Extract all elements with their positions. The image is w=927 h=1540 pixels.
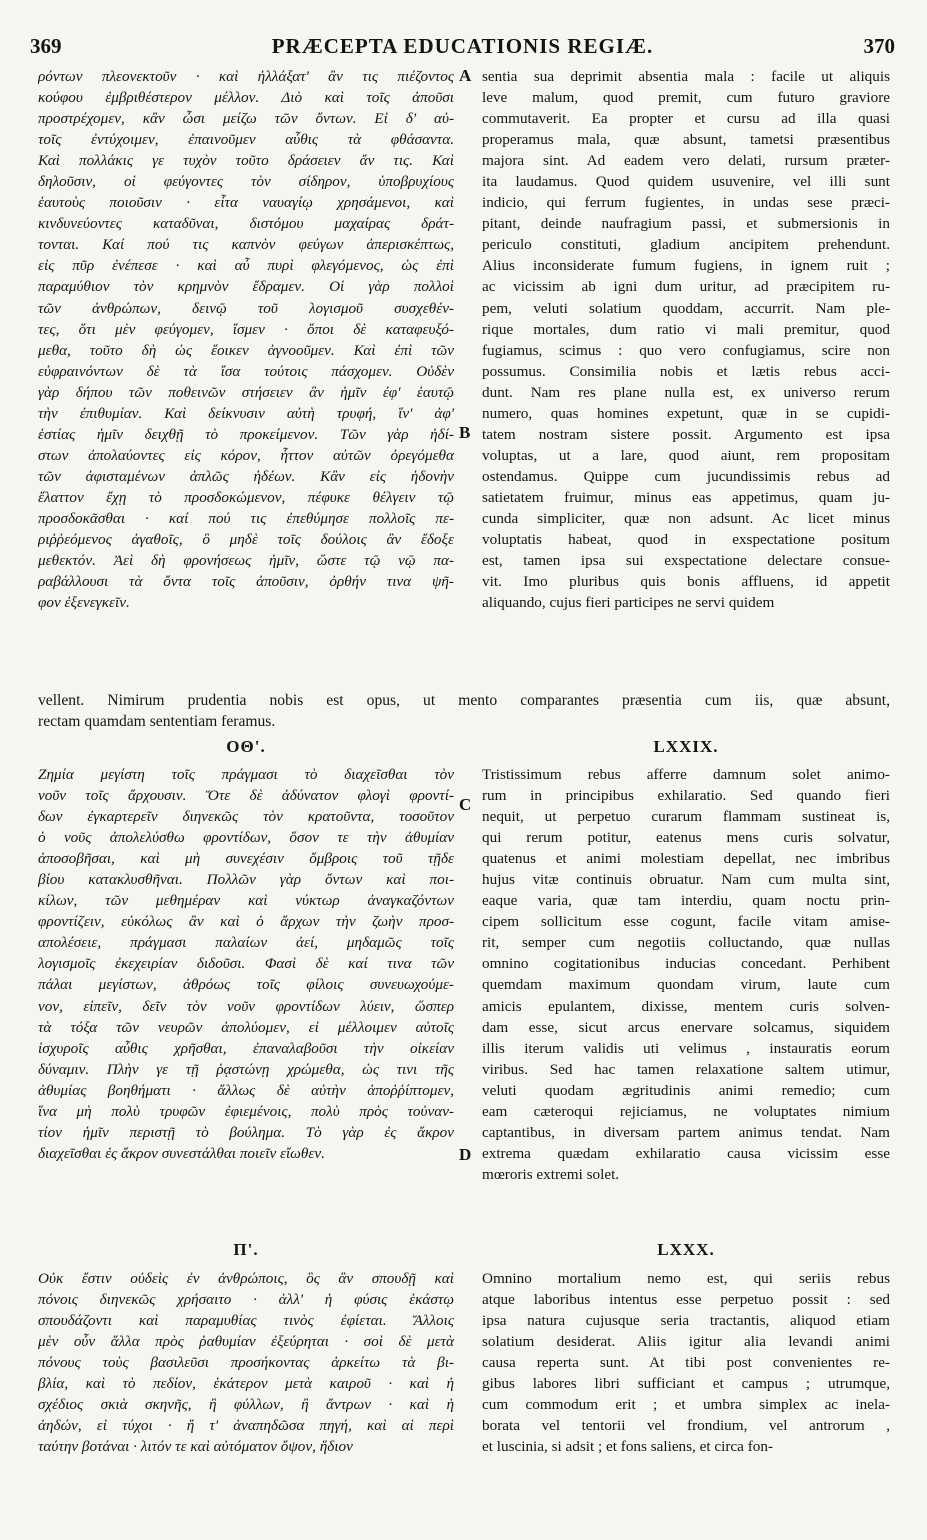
latin-text-line: causa reperta sunt. At tibi post convenientes re- <box>482 1354 890 1372</box>
latin-text-line: satietatem fruimur, minus eas appetimus, quam ju- <box>482 488 890 506</box>
latin-text-line: Omnino mortalium nemo est, qui seriis rebus <box>482 1270 890 1287</box>
full-width-text-line: rectam quamdam sententiam feramus. <box>38 713 276 730</box>
greek-text-line: τὰ τόξα τῶν νευρῶν ἀπολύομεν, εἰ μέλλοιμεν αὐτοῖς <box>38 1018 454 1036</box>
greek-text-line: βλία, καὶ τὸ πεδίον, ἑκάτερον μετὰ καιροῦ · καὶ ἡ <box>38 1375 454 1393</box>
latin-text-line: tatem nostram sistere possit. Argumento est ipsa <box>482 425 890 443</box>
latin-text-line: commutaverit. Ea propter et cursu ad illa quasi <box>482 110 890 128</box>
latin-text-line: nequit, ut perpetuo curarum flammam sustineat is, <box>482 808 890 826</box>
latin-text-line: et luscinia, si adsit ; et fons saliens, et circa fon- <box>482 1438 774 1456</box>
latin-text-line: vit. Imo pluribus quis bonis affluens, id appetit <box>482 573 890 591</box>
latin-text-line: properamus mala, quæ absunt, tametsi præsentibus <box>482 131 890 149</box>
greek-text-line: φον ἐξενεγκεῖν. <box>38 594 130 612</box>
greek-text-line: ἀθυμίας βοηθήματι · ἄλλως δὲ αὐτὴν ἀποῤῥίπτομεν, <box>38 1081 454 1099</box>
latin-column-section2 <box>482 764 890 1185</box>
latin-text-line: Tristissimum rebus afferre damnum solet animo- <box>482 766 890 783</box>
greek-text-line: πόνους τοὺς βασιλεῦσι προσήκοντας ἀρκείτω τὰ βι- <box>38 1354 454 1372</box>
latin-text-line: gibus labores libri sufficiant et campus ; utrumque, <box>482 1375 890 1393</box>
greek-text-line: κούφου ἐμβριθέστερον μέλλον. Διὸ καὶ τοῖς ἀποῦσι <box>38 89 454 107</box>
greek-text-line: παραμύθιον τὸν κρημνὸν ἔδραμεν. Οἱ γὰρ πολλοὶ <box>38 278 454 296</box>
latin-text-line: qui rerum potitur, eatenus mens curis solvatur, <box>482 829 890 847</box>
latin-text-line: sentia sua deprimit absentia mala : facile ut aliquis <box>482 68 890 85</box>
latin-text-line: rique mortales, dum ratio vi mali premitur, quod <box>482 320 890 338</box>
greek-text-line: νον, εἰπεῖν, δεῖν τὸν νοῦν φροντίδων λύειν, ὥσπερ <box>38 997 454 1015</box>
greek-heading-80: Π'. <box>233 1240 259 1259</box>
latin-heading-79: LXXIX. <box>653 737 719 756</box>
greek-text-line: κίλων, τῶν μεθημέραν καὶ νύκτωρ ἀναγκαζόντων <box>38 892 454 910</box>
latin-text-line: voluptas, ut a lare, quod aiunt, rem propositam <box>482 446 890 464</box>
greek-heading-79: ΟΘ'. <box>226 737 266 756</box>
greek-text-line: σχέδιος σκιὰ σκηνῆς, ἢ φύλλων, ἢ ἄντρων · καὶ ἡ <box>38 1396 454 1414</box>
greek-text-line: ἑαυτοὺς ποιοῦσιν · εἶτα ναυαγίῳ χρησάμενοι, καὶ <box>38 194 454 212</box>
latin-text-line: cunda simpliciter, quæ non adsunt. Ac licet minus <box>482 509 890 527</box>
latin-text-line: extrema quædam exhilaratio causa vicissim esse <box>482 1144 890 1162</box>
greek-text-line: ἵνα μὴ πολὺ τρυφῶν ἐφιεμένοις, πολὺ πρὸς τοὐναν- <box>38 1102 454 1120</box>
greek-text-line: πάλαι μεγίστων, ἀθρόως τοῖς φίλοις συνευωχούμε- <box>38 976 454 994</box>
greek-text-line: προσδοκᾶσθαι · καί πού τις ἐπεθύμησε πολλοῖς πε- <box>38 509 454 527</box>
latin-text-line: leve malum, quod premit, cum futuro graviore <box>482 89 890 107</box>
greek-text-line: προστρέχομεν, κἂν ὦσι μείζω τῶν ὄντων. Εἰ δ' αὐ- <box>38 110 454 128</box>
margin-letter-b: B <box>459 423 471 442</box>
greek-text-line: τῶν ἀνθρώπων, δεινῷ τοῦ λογισμοῦ συσχεθέν- <box>38 299 454 317</box>
greek-column-section2 <box>38 764 454 1164</box>
latin-text-line: ita laudamus. Quod quidem usuvenire, vel illi sunt <box>482 173 890 191</box>
latin-text-line: illis iterum validis uti velimus , instauratis eorum <box>482 1039 890 1057</box>
latin-text-line: fugiamus, scimus : quo vero confugiamus, scire non <box>482 341 890 359</box>
greek-text-line: ἀηδών, εἰ τύχοι · ἥ τ' ἀναπηδῶσα πηγή, καὶ αἱ περὶ <box>38 1417 454 1435</box>
latin-text-line: viribus. Sed hac tamen relaxatione saltem utimur, <box>482 1060 890 1078</box>
latin-text-line: dam esse, sicut arcus enervare solcamus, siquidem <box>482 1018 890 1036</box>
greek-text-line: δηλοῦσιν, οἱ φεύγοντες τὸν σίδηρον, ὑποβρυχίους <box>38 173 454 191</box>
greek-text-line: δων ἐγκαρτερεῖν διηνεκῶς τὸν κρατοῦντα, τοσοῦτον <box>38 808 454 826</box>
greek-text-line: νοῦν τοῖς ἄρχουσιν. Ὅτε δὲ ἀδύνατον φλογὶ φροντί- <box>38 787 454 805</box>
greek-text-line: Οὐκ ἔστιν οὐδεὶς ἐν ἀνθρώποις, ὃς ἂν σπουδῇ καὶ <box>38 1270 454 1287</box>
greek-text-line: τες, ὅτι μὲν φεύγομεν, ἴσμεν · ὅποι δὲ καταφευξό- <box>38 320 454 338</box>
latin-text-line: cipem sollicitum esse cogunt, facile vitam amise- <box>482 913 890 931</box>
full-width-lines <box>38 690 890 732</box>
greek-text-line: πόνοις διηνεκῶς χρήσαιτο · ἀλλ' ἡ φύσις ἑκάστῳ <box>38 1291 454 1309</box>
latin-text-line: eaque varia, quæ tam interdiu, quam noctu prin- <box>482 892 890 910</box>
greek-text-line: εὐφραινόντων δὲ τὰ ἴσα τούτοις πάσχομεν. Οὐδὲν <box>38 362 454 380</box>
latin-text-line: cum commodum erit ; et umbra simplex ac inela- <box>482 1396 890 1414</box>
latin-text-line: Alius inconsiderate fumum fugiens, in ignem ruit ; <box>482 257 890 275</box>
running-header <box>30 34 895 64</box>
greek-text-line: τὴν ἐπιθυμίαν. Καὶ δείκνυσιν αὐτὴ τρυφή, ἵν' ἀφ' <box>38 404 454 422</box>
greek-text-line: μεθεκτόν. Ἀεὶ δὴ φρονήσεως ἡμῖν, ὥστε τῷ νῷ πα- <box>38 552 454 570</box>
latin-text-line: quemdam maximum quondam virum, laute cum <box>482 976 890 994</box>
running-title: PRÆCEPTA EDUCATIONIS REGIÆ. <box>271 34 654 58</box>
greek-text-line: ὁ νοῦς ἀπολελύσθω φροντίδων, ὅσον τε τὴν ἀθυμίαν <box>38 829 454 847</box>
latin-text-line: captantibus, in diversam partem animus tendat. Nam <box>482 1123 890 1141</box>
page-number-right: 370 <box>863 34 895 58</box>
latin-text-line: veluti quodam ægritudinis animi remedio; cum <box>482 1081 890 1099</box>
full-width-text-line: vellent. Nimirum prudentia nobis est opus, ut mento comparantes præsentia cum iis, quæ absunt, <box>38 692 890 709</box>
latin-text-line: ipsa natura cujusque seria tractantis, aliquod etiam <box>482 1312 890 1330</box>
latin-text-line: amicis epulantem, dixisse, mentem curis solven- <box>482 997 890 1015</box>
page-number-left: 369 <box>30 34 62 58</box>
greek-text-line: γὰρ δήπου τῶν ποθεινῶν στήσειεν ἂν ἡμῖν ἐφ' ἑαυτῷ <box>38 383 454 401</box>
greek-text-line: ἑστίας ἡμῖν δειχθῇ τὸ προκείμενον. Τῶν γὰρ ἡδί- <box>38 425 454 443</box>
latin-text-line: indicio, qui ferrum fugientes, in undas sese præci- <box>482 194 890 212</box>
latin-text-line: numero, quas homines expetunt, quæ in se cupidi- <box>482 404 890 422</box>
greek-column-section3 <box>38 1268 454 1457</box>
latin-text-line: rit, semper cum negotiis colluctando, quæ nullas <box>482 934 890 952</box>
greek-text-line: ταύτην βοτάναι · λιτόν τε καὶ αὐτόματον ὄψον, ἥδιον <box>38 1438 353 1456</box>
greek-text-line: εἰς πῦρ ἐνέπεσε · καὶ αὖ πυρὶ φλεγόμενος, ὡς ἐπὶ <box>38 257 454 275</box>
greek-text-line: ραβάλλουσι τὰ ὄντα τοῖς ἀποῦσιν, ὀρθήν τινα ψῆ- <box>38 573 454 591</box>
greek-text-line: βίου κατακλυσθῆναι. Πολλῶν γὰρ ὄντων καὶ ποι- <box>38 871 454 889</box>
latin-text-line: dunt. Nam res plane nulla est, ex universo rerum <box>482 383 890 401</box>
greek-text-line: διαχεῖσθαι ἐς ἄκρον συνεστάλθαι ποιεῖν εἴωθεν. <box>38 1144 325 1162</box>
latin-text-line: mœroris extremi solet. <box>482 1165 620 1183</box>
greek-text-line: μεθα, τοῦτο δὴ ὡς ἔοικεν ἀγνοοῦμεν. Καὶ ἐπὶ τῶν <box>38 341 454 359</box>
greek-text-line: ἰσχυροῖς αὖθις χρῆσθαι, ἐπαναλαβοῦσι τὴν οἰκείαν <box>38 1039 454 1057</box>
latin-text-line: quatenus et animi molestiam depellat, nec imbribus <box>482 850 890 868</box>
latin-text-line: rum in principibus exhilaratio. Sed quando fieri <box>482 787 890 805</box>
latin-text-line: omnino cogitationibus inducias concedant. Perhibent <box>482 955 890 973</box>
margin-letter-a: A <box>459 66 472 85</box>
greek-text-line: ἀποσοβῆσαι, καὶ μὴ συνεχέσιν ὄμβροις τοῦ τῇδε <box>38 850 454 868</box>
greek-text-line: φροντίζειν, εὐκόλως ἂν καὶ ὁ ἄρχων τὴν ζωὴν προσ- <box>38 913 454 931</box>
greek-text-line: κινδυνεύοντες καταδῦναι, διστόμου μαχαίρας δράτ- <box>38 215 454 233</box>
greek-text-line: τῶν ἀφισταμένων ἁπλῶς ἡδέων. Κἂν εἰς ἡδονὴν <box>38 467 454 485</box>
margin-letter-c: C <box>459 795 472 814</box>
greek-text-line: σπουδάζοντι καὶ παραμυθίας τινὸς ἐφίεται. Ἄλλοις <box>38 1312 454 1330</box>
latin-text-line: hujus vitæ continuis obruatur. Nam cum multa sint, <box>482 871 890 889</box>
latin-text-line: aliquando, cujus fieri participes ne servi quidem <box>482 594 775 612</box>
greek-text-line: τονται. Καί πού τις καπνὸν φεύγων ἀπερισκέπτως, <box>38 236 454 254</box>
latin-text-line: ostendamus. Quippe cum jucundissimis rebus ad <box>482 467 890 485</box>
latin-text-line: voluptatis habeat, quod in exspectatione positum <box>482 531 890 549</box>
greek-text-line: τοῖς ἐντύχοιμεν, ἐπαινοῦμεν αὖθις τὰ φθάσαντα. <box>38 131 454 149</box>
latin-text-line: atque laboribus intentus esse perpetuo possit : sed <box>482 1291 890 1309</box>
greek-text-line: Ζημία μεγίστη τοῖς πράγμασι τὸ διαχεῖσθαι τὸν <box>38 766 454 783</box>
latin-column-section3 <box>482 1268 890 1457</box>
greek-text-line: τίον ἡμῖν περιστῇ τὸ βούλημα. Τὸ γὰρ ἐς ἄκρον <box>38 1123 454 1141</box>
greek-text-line: ἔλαττον ἔχῃ τὸ προσδοκώμενον, πέφυκε θέλγειν τῷ <box>38 488 454 506</box>
latin-text-line: possumus. Consimilia nobis et lætis rebus acci- <box>482 362 890 380</box>
latin-text-line: periculo constituti, gladium ancipitem prehendunt. <box>482 236 890 254</box>
latin-column-section1 <box>482 66 890 613</box>
latin-heading-80: LXXX. <box>657 1240 715 1259</box>
latin-text-line: pitant, deinde naufragium passi, et submersionis in <box>482 215 890 233</box>
margin-letter-d: D <box>459 1145 472 1164</box>
latin-text-line: pem, veluti solatium quoddam, accurrit. Nam ple- <box>482 299 890 317</box>
greek-text-line: απολέσειε, πράγμασι παλαίων ἀεί, μηδαμῶς τοῖς <box>38 934 454 952</box>
greek-text-line: στων ἀπολαύοντες εἰς κόρον, ἧττον αὐτῶν ὀρεγόμεθα <box>38 446 454 464</box>
greek-text-line: λογισμοῖς ἐκεχειρίαν διδοῦσι. Φασὶ δὲ καί τινα τῶν <box>38 955 454 973</box>
latin-text-line: eam cæteroqui rejiciamus, ne voluptates nimium <box>482 1102 890 1120</box>
latin-text-line: borata vel tentorii vel frondium, vel antrorum , <box>482 1417 890 1435</box>
greek-text-line: μὲν οὖν ἄλλα πρὸς ῥαθυμίαν ἐξεύρηται · σοὶ δὲ μετὰ <box>38 1333 454 1351</box>
latin-text-line: solatium desiderat. Aliis igitur alia levandi animi <box>482 1333 890 1351</box>
latin-text-line: majora sint. Ad eadem vero delati, rursum præter- <box>482 152 890 170</box>
greek-text-line: δύναμιν. Πλὴν γε τῇ ῥᾳστώνῃ χρώμεθα, ὡς τινι τῆς <box>38 1060 454 1078</box>
latin-text-line: est, tamen ipsa sui exspectatione delectare consue- <box>482 552 890 570</box>
greek-text-line: ριῤῥεόμενος ἀγαθοῖς, ὃ μηδὲ τοῖς δούλοις ἂν ἔδοξε <box>38 531 454 549</box>
greek-text-line: Καὶ πολλάκις γε τυχὸν τοῦτο δράσειεν ἄν τις. Καὶ <box>38 152 454 170</box>
greek-text-line: ρόντων πλεονεκτοῦν · καὶ ἠλλάξατ' ἂν τις πιέζοντος <box>38 68 454 85</box>
latin-text-line: ac vicissim ab igni dum uritur, ad præcipitem ru- <box>482 278 890 296</box>
greek-column-section1 <box>38 66 454 613</box>
